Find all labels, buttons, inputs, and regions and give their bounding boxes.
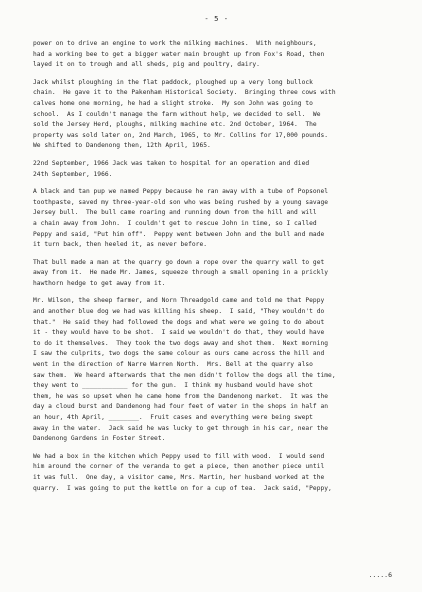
text-line: that." He said they had followed the dogs and what were we going to do about — [33, 318, 325, 326]
paragraph — [33, 258, 400, 290]
text-line: went in the direction of Narre Warren North. Mrs. Bell at the quarry also — [33, 361, 313, 369]
text-line: chain. He gave it to the Pakenham Historical Society. Bringing three cows with — [33, 89, 336, 97]
text-line: power on to drive an engine to work the milking machines. With neighbours, — [33, 40, 317, 47]
text-line: day a cloud burst and Dandenong had four feet of water in the shops in half an — [33, 403, 329, 411]
text-line: saw them. We heard afterwards that the men didn't follow the dogs all the time, — [33, 371, 336, 379]
text-line: 24th September, 1966. — [33, 170, 113, 178]
paragraph — [33, 296, 400, 444]
text-line: That bull made a man at the quarry go down a rope over the quarry wall to get — [33, 258, 325, 266]
text-line: them, he was so upset when he came home from the Dandenong market. It was the — [33, 392, 329, 400]
text-line: Peppy and said, "Put him off". Peppy went between John and the bull and made — [33, 230, 325, 238]
continuation-marker: .....6 — [368, 571, 392, 579]
paragraph — [33, 39, 400, 71]
text-line: We had a box in the kitchen which Peppy used to fill with wood. I would send — [33, 452, 325, 460]
text-line: Dandenong Gardens in Foster Street. — [33, 435, 166, 443]
paragraph — [33, 452, 400, 494]
text-line: an hour, 4th April, ________. Fruit cases and everything were being swept — [33, 414, 313, 421]
text-line: layed it on to trough and all sheds, pig and poultry, dairy. — [33, 61, 260, 69]
paragraph — [33, 159, 400, 180]
paragraph — [33, 78, 400, 152]
text-line: I saw the culprits, two dogs the same colour as ours came across the hill and — [33, 350, 325, 358]
text-line: away from it. He made Mr. James, squeeze through a small opening in a prickly — [33, 269, 329, 277]
text-line: a chain away from John. I couldn't get to rescue John in time, so I called — [33, 219, 317, 227]
text-line: had a working bee to get a bigger water main brought up from Fox's Road, then — [33, 50, 325, 58]
text-line: A black and tan pup we named Peppy because he ran away with a tube of Popsonel — [33, 188, 329, 196]
text-line: it was full. One day, a visitor came, Mrs. Martin, her husband worked at the — [33, 473, 325, 481]
text-line: toothpaste, saved my three-year-old son who was being rushed by a young savage — [33, 198, 329, 206]
text-line: calves home one morning, he had a slight stroke. My son John was going to — [33, 99, 313, 107]
text-line: school. As I couldn't manage the farm without help, we decided to sell. We — [33, 110, 321, 118]
text-line: sold the Jersey Herd, ploughs, milking machine etc. 2nd October, 1964. The — [33, 121, 317, 129]
text-line: quarry. I was going to put the kettle on for a cup of tea. Jack said, "Peppy, — [33, 484, 332, 492]
text-line: 22nd September, 1966 Jack was taken to hospital for an operation and died — [33, 159, 310, 167]
text-line: him around the corner of the veranda to get a piece, then another piece until — [33, 463, 325, 471]
text-line: We shifted to Dandenong then, 12th April, 1965. — [33, 142, 211, 150]
body-text — [33, 39, 400, 494]
text-line: Jack whilst ploughing in the flat paddock, ploughed up a very long bullock — [33, 78, 313, 86]
text-line: and another blue dog we had was killing his sheep. I said, "They wouldn't do — [33, 308, 325, 316]
text-line: to do it themselves. They took the two dogs away and shot them. Next morning — [33, 339, 329, 347]
text-line: property was sold later on, 2nd March, 1965, to Mr. Collins for 17,000 pounds. — [33, 131, 329, 139]
text-line: Jersey bull. The bull came roaring and running down from the hill and will — [33, 209, 317, 217]
text-line: it turn back, then heeled it, as never before. — [33, 241, 208, 249]
text-line: Mr. Wilson, the sheep farmer, and Norn Threadgold came and told me that Peppy — [33, 297, 325, 305]
text-line: hawthorn hedge to get away from it. — [33, 279, 166, 287]
text-line: they went to ____________ for the gun. I think my husband would have shot — [33, 382, 313, 390]
paragraph — [33, 187, 400, 251]
page-number: - 5 - — [204, 14, 229, 23]
text-line: away in the water. Jack said he was lucky to get through in his car, near the — [33, 424, 329, 432]
text-line: it - they would have to be shot. I said we wouldn't do that, they would have — [33, 329, 325, 337]
